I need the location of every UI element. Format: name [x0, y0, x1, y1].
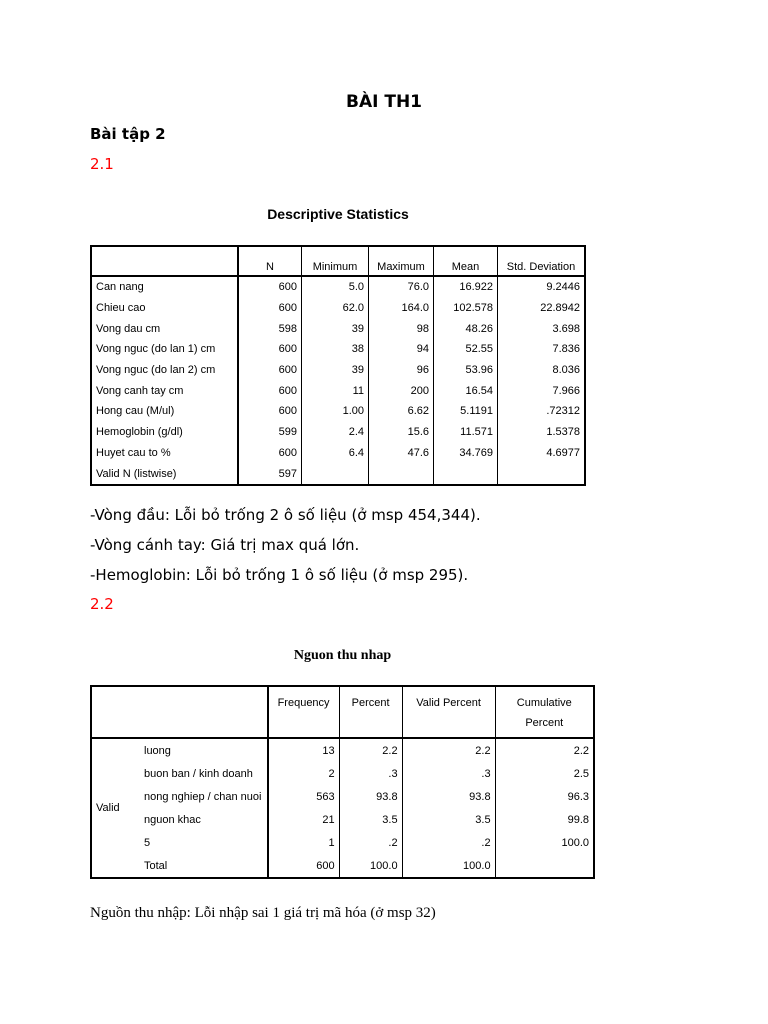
- table-cell: 600: [278, 302, 297, 315]
- table-cell: [434, 463, 498, 485]
- table-row: [91, 443, 585, 464]
- header-cell: Mean: [434, 246, 498, 276]
- table-cell: .3: [402, 762, 495, 785]
- table-cell: .2: [402, 831, 495, 854]
- table-cell: 96.3: [495, 785, 594, 808]
- frequency-note: Nguồn thu nhập: Lỗi nhập sai 1 giá trị mã hóa (ở msp 32): [90, 905, 436, 921]
- group-label: Valid: [96, 802, 120, 814]
- table-cell: 93.8: [402, 785, 495, 808]
- table-row: [91, 808, 594, 831]
- category-label: nguon khac: [140, 808, 268, 831]
- table-cell: 7.836: [498, 339, 586, 360]
- table-cell: 600: [316, 859, 335, 872]
- table-cell: 1.00: [302, 401, 369, 422]
- document-title: BÀI TH1: [345, 92, 422, 112]
- table-cell: 9.2446: [498, 276, 586, 298]
- table-cell: 39: [302, 360, 369, 381]
- table-header-row: [91, 246, 585, 276]
- table-row: [91, 854, 594, 878]
- note-line: -Vòng cánh tay: Giá trị max quá lớn.: [90, 536, 360, 554]
- row-label: Can nang: [91, 276, 238, 298]
- table-cell: 76.0: [369, 276, 434, 298]
- table-cell: .2: [339, 831, 402, 854]
- table-cell: 100.0: [495, 831, 594, 854]
- table-cell: 600: [278, 384, 297, 397]
- header-corner: [91, 686, 268, 738]
- table-cell: 164.0: [369, 298, 434, 319]
- table-cell: 3.698: [498, 318, 586, 339]
- header-cell: Cumulative Percent: [495, 686, 594, 738]
- table-cell: 13: [322, 744, 335, 757]
- row-label: Vong dau cm: [91, 318, 238, 339]
- table-cell: 16.922: [434, 276, 498, 298]
- table-cell: 2.5: [495, 762, 594, 785]
- header-cell: Maximum: [369, 246, 434, 276]
- category-label: nong nghiep / chan nuoi: [140, 785, 268, 808]
- category-label: buon ban / kinh doanh: [140, 762, 268, 785]
- note-line: -Vòng đầu: Lỗi bỏ trống 2 ô số liệu (ở msp 454,344).: [90, 506, 481, 524]
- table-cell: [302, 463, 369, 485]
- header-cell: Valid Percent: [402, 686, 495, 738]
- category-label: Total: [140, 854, 268, 878]
- table-cell: 600: [278, 343, 297, 356]
- table-cell: 100.0: [339, 854, 402, 878]
- table-cell: 22.8942: [498, 298, 586, 319]
- table-cell: .72312: [498, 401, 586, 422]
- table-cell: 599: [278, 426, 297, 439]
- header-cell: Std. Deviation: [498, 246, 586, 276]
- table-cell: 200: [369, 380, 434, 401]
- frequency-table-title: Nguon thu nhap: [293, 648, 392, 663]
- table-cell: 62.0: [302, 298, 369, 319]
- table-cell: 600: [278, 446, 297, 459]
- table-cell: 3.5: [339, 808, 402, 831]
- table-cell: [495, 854, 594, 878]
- table-row: [91, 298, 585, 319]
- table-cell: 93.8: [339, 785, 402, 808]
- category-label: 5: [140, 831, 268, 854]
- section-2-1-label: 2.1: [90, 155, 114, 173]
- table-row: [91, 463, 585, 485]
- header-cell: Percent: [339, 686, 402, 738]
- header-cell: N: [238, 246, 302, 276]
- table-cell: 2: [328, 767, 335, 780]
- table-row: [91, 762, 594, 785]
- table-cell: 2.2: [402, 738, 495, 762]
- table-cell: 6.4: [302, 443, 369, 464]
- table-cell: 600: [278, 364, 297, 377]
- table-cell: 598: [278, 322, 297, 335]
- frequency-table: [90, 685, 595, 879]
- table-cell: 4.6977: [498, 443, 586, 464]
- table-cell: 21: [322, 813, 335, 826]
- table-row: [91, 738, 594, 762]
- table-cell: 6.62: [369, 401, 434, 422]
- table-cell: 52.55: [434, 339, 498, 360]
- table-cell: 11: [302, 380, 369, 401]
- table-cell: 15.6: [369, 422, 434, 443]
- table-row: [91, 401, 585, 422]
- table-cell: 38: [302, 339, 369, 360]
- table-cell: 102.578: [434, 298, 498, 319]
- table-cell: 11.571: [434, 422, 498, 443]
- row-label: Vong nguc (do lan 2) cm: [91, 360, 238, 381]
- table-cell: .3: [339, 762, 402, 785]
- header-cell: Minimum: [302, 246, 369, 276]
- row-label: Hong cau (M/ul): [91, 401, 238, 422]
- table-cell: 597: [278, 467, 297, 480]
- row-label: Hemoglobin (g/dl): [91, 422, 238, 443]
- table-cell: 48.26: [434, 318, 498, 339]
- table-cell: 563: [316, 790, 335, 803]
- table-cell: 98: [369, 318, 434, 339]
- table-cell: 96: [369, 360, 434, 381]
- exercise-heading: Bài tập 2: [90, 125, 166, 143]
- table-cell: 100.0: [402, 854, 495, 878]
- table-cell: 3.5: [402, 808, 495, 831]
- table-row: [91, 785, 594, 808]
- table-cell: 1.5378: [498, 422, 586, 443]
- section-2-2-label: 2.2: [90, 595, 114, 613]
- table-cell: 47.6: [369, 443, 434, 464]
- table-cell: 5.0: [302, 276, 369, 298]
- table-row: [91, 360, 585, 381]
- note-line: -Hemoglobin: Lỗi bỏ trống 1 ô số liệu (ở msp 295).: [90, 566, 469, 584]
- header-cell: [91, 246, 238, 276]
- table-cell: 99.8: [495, 808, 594, 831]
- table-cell: 8.036: [498, 360, 586, 381]
- table-cell: 34.769: [434, 443, 498, 464]
- table-row: [91, 380, 585, 401]
- table-row: [91, 422, 585, 443]
- header-cell: Frequency: [268, 686, 340, 738]
- row-label: Huyet cau to %: [91, 443, 238, 464]
- table-row: [91, 318, 585, 339]
- table-row: [91, 831, 594, 854]
- table-row: [91, 276, 585, 298]
- table-cell: 2.2: [339, 738, 402, 762]
- table-cell: 7.966: [498, 380, 586, 401]
- descriptive-stats-title: Descriptive Statistics: [267, 206, 409, 222]
- row-label: Chieu cao: [91, 298, 238, 319]
- table-cell: 2.2: [495, 738, 594, 762]
- table-cell: 53.96: [434, 360, 498, 381]
- table-cell: 16.54: [434, 380, 498, 401]
- category-label: luong: [140, 738, 268, 762]
- table-cell: 1: [328, 836, 335, 849]
- table-cell: 94: [369, 339, 434, 360]
- table-cell: 5.1191: [434, 401, 498, 422]
- table-cell: 600: [278, 405, 297, 418]
- table-header-row: [91, 686, 594, 738]
- table-cell: 2.4: [302, 422, 369, 443]
- row-label: Vong nguc (do lan 1) cm: [91, 339, 238, 360]
- table-row: [91, 339, 585, 360]
- table-cell: [498, 463, 586, 485]
- descriptive-stats-table: [90, 245, 586, 486]
- table-cell: 39: [302, 318, 369, 339]
- table-cell: 600: [278, 281, 297, 294]
- row-label: Valid N (listwise): [91, 463, 238, 485]
- row-label: Vong canh tay cm: [91, 380, 238, 401]
- table-cell: [369, 463, 434, 485]
